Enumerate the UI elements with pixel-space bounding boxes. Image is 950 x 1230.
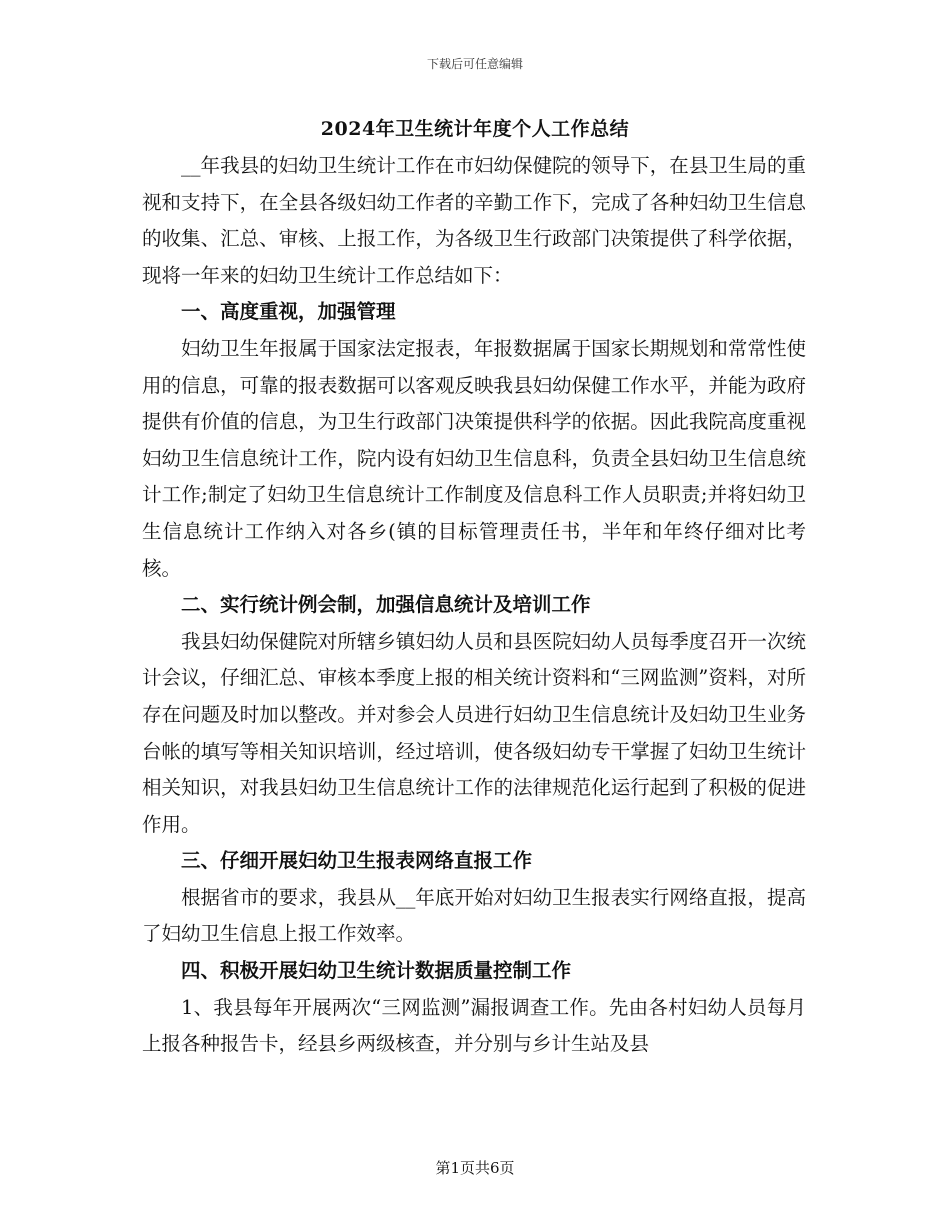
section-heading-1: 一、高度重视，加强管理 — [181, 300, 396, 324]
section-body-1: 妇幼卫生年报属于国家法定报表，年报数据属于国家长期规划和常常性使用的信息，可靠的报表数据可以客观反映我县妇幼保健工作水平，并能为政府提供有价值的信息，为卫生行政部门决策提供科学的依据。因此我院高度重视妇幼卫生信息统计工作，院内设有妇幼卫生信息科，负责全县妇幼卫生信息统计工作;制定了妇幼卫生信息统计工作制度及信息科工作人员职责;并将妇幼卫生信息统计工作纳入对各乡(镇的目标管理责任书，半年和年终仔细对比考核。 — [142, 336, 806, 580]
section-heading-3: 三、仔细开展妇幼卫生报表网络直报工作 — [181, 849, 533, 873]
page-header-note: 下载后可任意编辑 — [426, 57, 523, 71]
document-title: 2024年卫生统计年度个人工作总结 — [320, 118, 630, 140]
section-body-2: 我县妇幼保健院对所辖乡镇妇幼人员和县医院妇幼人员每季度召开一次统计会议，仔细汇总、审核本季度上报的相关统计资料和“三网监测”资料，对所存在问题及时加以整改。并对参会人员进行妇幼卫生信息统计及妇幼卫生业务台帐的填写等相关知识培训，经过培训，使各级妇幼专干掌握了妇幼卫生统计相关知识，对我县妇幼卫生信息统计工作的法律规范化运行起到了积极的促进作用。 — [142, 629, 806, 836]
section-body-3: 根据省市的要求，我县从__年底开始对妇幼卫生报表实行网络直报，提高了妇幼卫生信息上报工作效率。 — [142, 885, 806, 946]
intro-paragraph: __年我县的妇幼卫生统计工作在市妇幼保健院的领导下，在县卫生局的重视和支持下，在全县各级妇幼工作者的辛勤工作下，完成了各种妇幼卫生信息的收集、汇总、审核、上报工作，为各级卫生行政部门决策提供了科学依据，现将一年来的妇幼卫生统计工作总结如下： — [142, 154, 806, 287]
section-heading-4: 四、积极开展妇幼卫生统计数据质量控制工作 — [181, 959, 572, 983]
document-body — [142, 148, 806, 1063]
section-heading-2: 二、实行统计例会制，加强信息统计及培训工作 — [181, 593, 591, 617]
page-number: 第1页共6页 — [435, 1159, 515, 1177]
section-body-4: 1、我县每年开展两次“三网监测”漏报调查工作。先由各村妇幼人员每月上报各种报告卡，经县乡两级核查，并分别与乡计生站及县 — [142, 995, 806, 1056]
